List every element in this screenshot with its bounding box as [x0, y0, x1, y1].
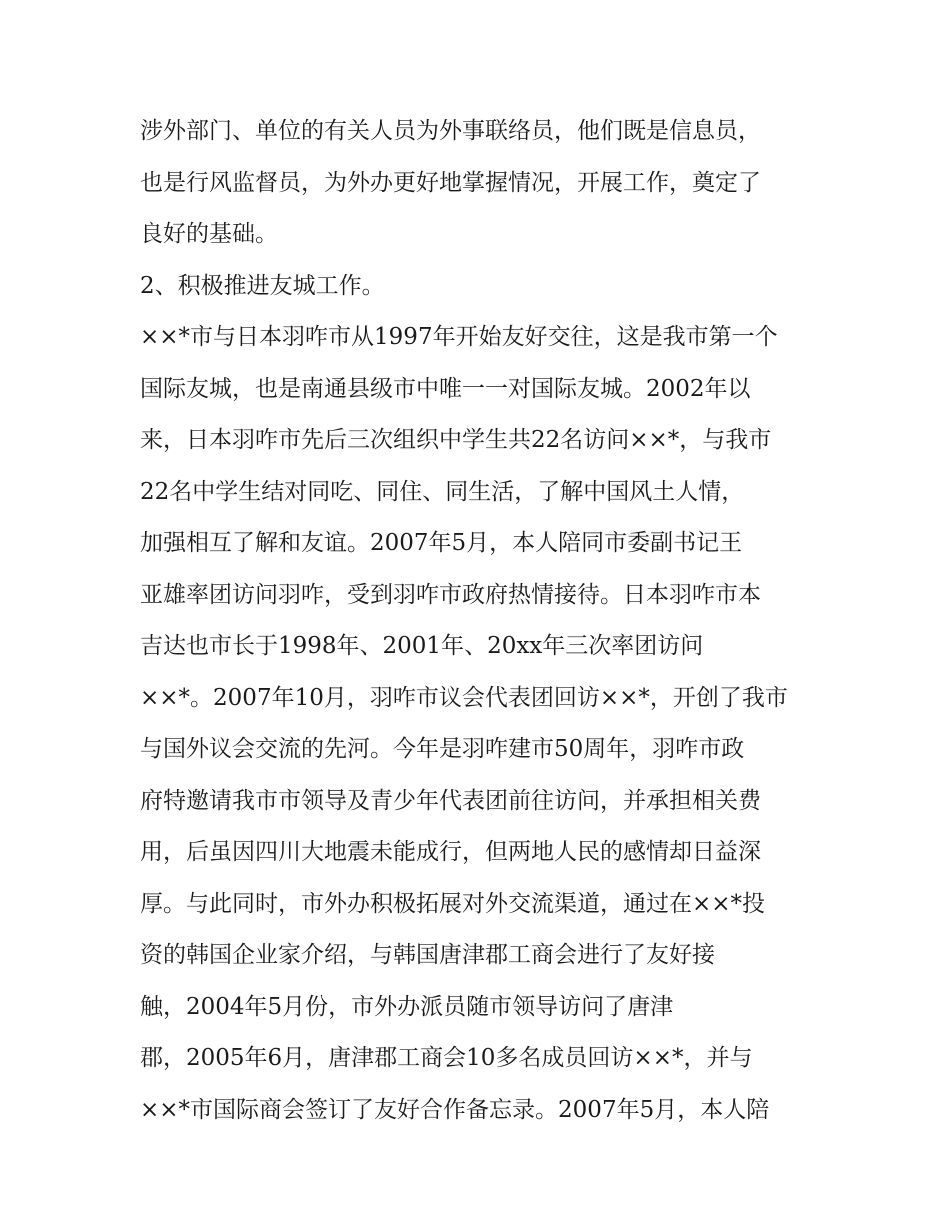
text-line: 资的韩国企业家介绍，与韩国唐津郡工商会进行了友好接 [140, 942, 715, 968]
text-line: 良好的基础。 [140, 221, 278, 247]
text-line: ××*市国际商会签订了友好合作备忘录。2007年5月，本人陪 [140, 1096, 770, 1123]
text-line: 郡，2005年6月，唐津郡工商会10多名成员回访××*，并与 [140, 1045, 753, 1071]
text-line: 与国外议会交流的先河。今年是羽咋建市50周年，羽咋市政 [140, 736, 745, 762]
section-heading: 2、积极推进友城工作。 [140, 272, 385, 299]
text-line: 也是行风监督员，为外办更好地掌握情况，开展工作，奠定了 [140, 169, 761, 196]
text-line: 触，2004年5月份，市外办派员随市领导访问了唐津 [140, 993, 674, 1020]
text-line: ××*市与日本羽咋市从1997年开始友好交往，这是我市第一个 [140, 324, 778, 350]
text-line: 用，后虽因四川大地震未能成行，但两地人民的感情却日益深 [140, 839, 761, 865]
text-line: 厚。与此同时，市外办积极拓展对外交流渠道，通过在××*投 [140, 890, 766, 917]
text-line: 府特邀请我市市领导及青少年代表团前往访问，并承担相关费 [140, 787, 761, 814]
text-line: 来，日本羽咋市先后三次组织中学生共22名访问××*，与我市 [140, 427, 772, 453]
text-line: ××*。2007年10月，羽咋市议会代表团回访××*，开创了我市 [140, 684, 788, 711]
text-line: 22名中学生结对同吃、同住、同生活，了解中国风土人情， [140, 478, 745, 505]
text-line: 亚雄率团访问羽咋，受到羽咋市政府热情接待。日本羽咋市本 [140, 581, 761, 608]
body-text [140, 106, 820, 1136]
text-line: 吉达也市长于1998年、2001年、20xx年三次率团访问 [140, 633, 704, 659]
text-line: 涉外部门、单位的有关人员为外事联络员，他们既是信息员， [140, 118, 761, 144]
text-line: 加强相互了解和友谊。2007年5月，本人陪同市委副书记王 [140, 530, 743, 556]
text-line: 国际友城，也是南通县级市中唯一一对国际友城。2002年以 [140, 375, 751, 402]
